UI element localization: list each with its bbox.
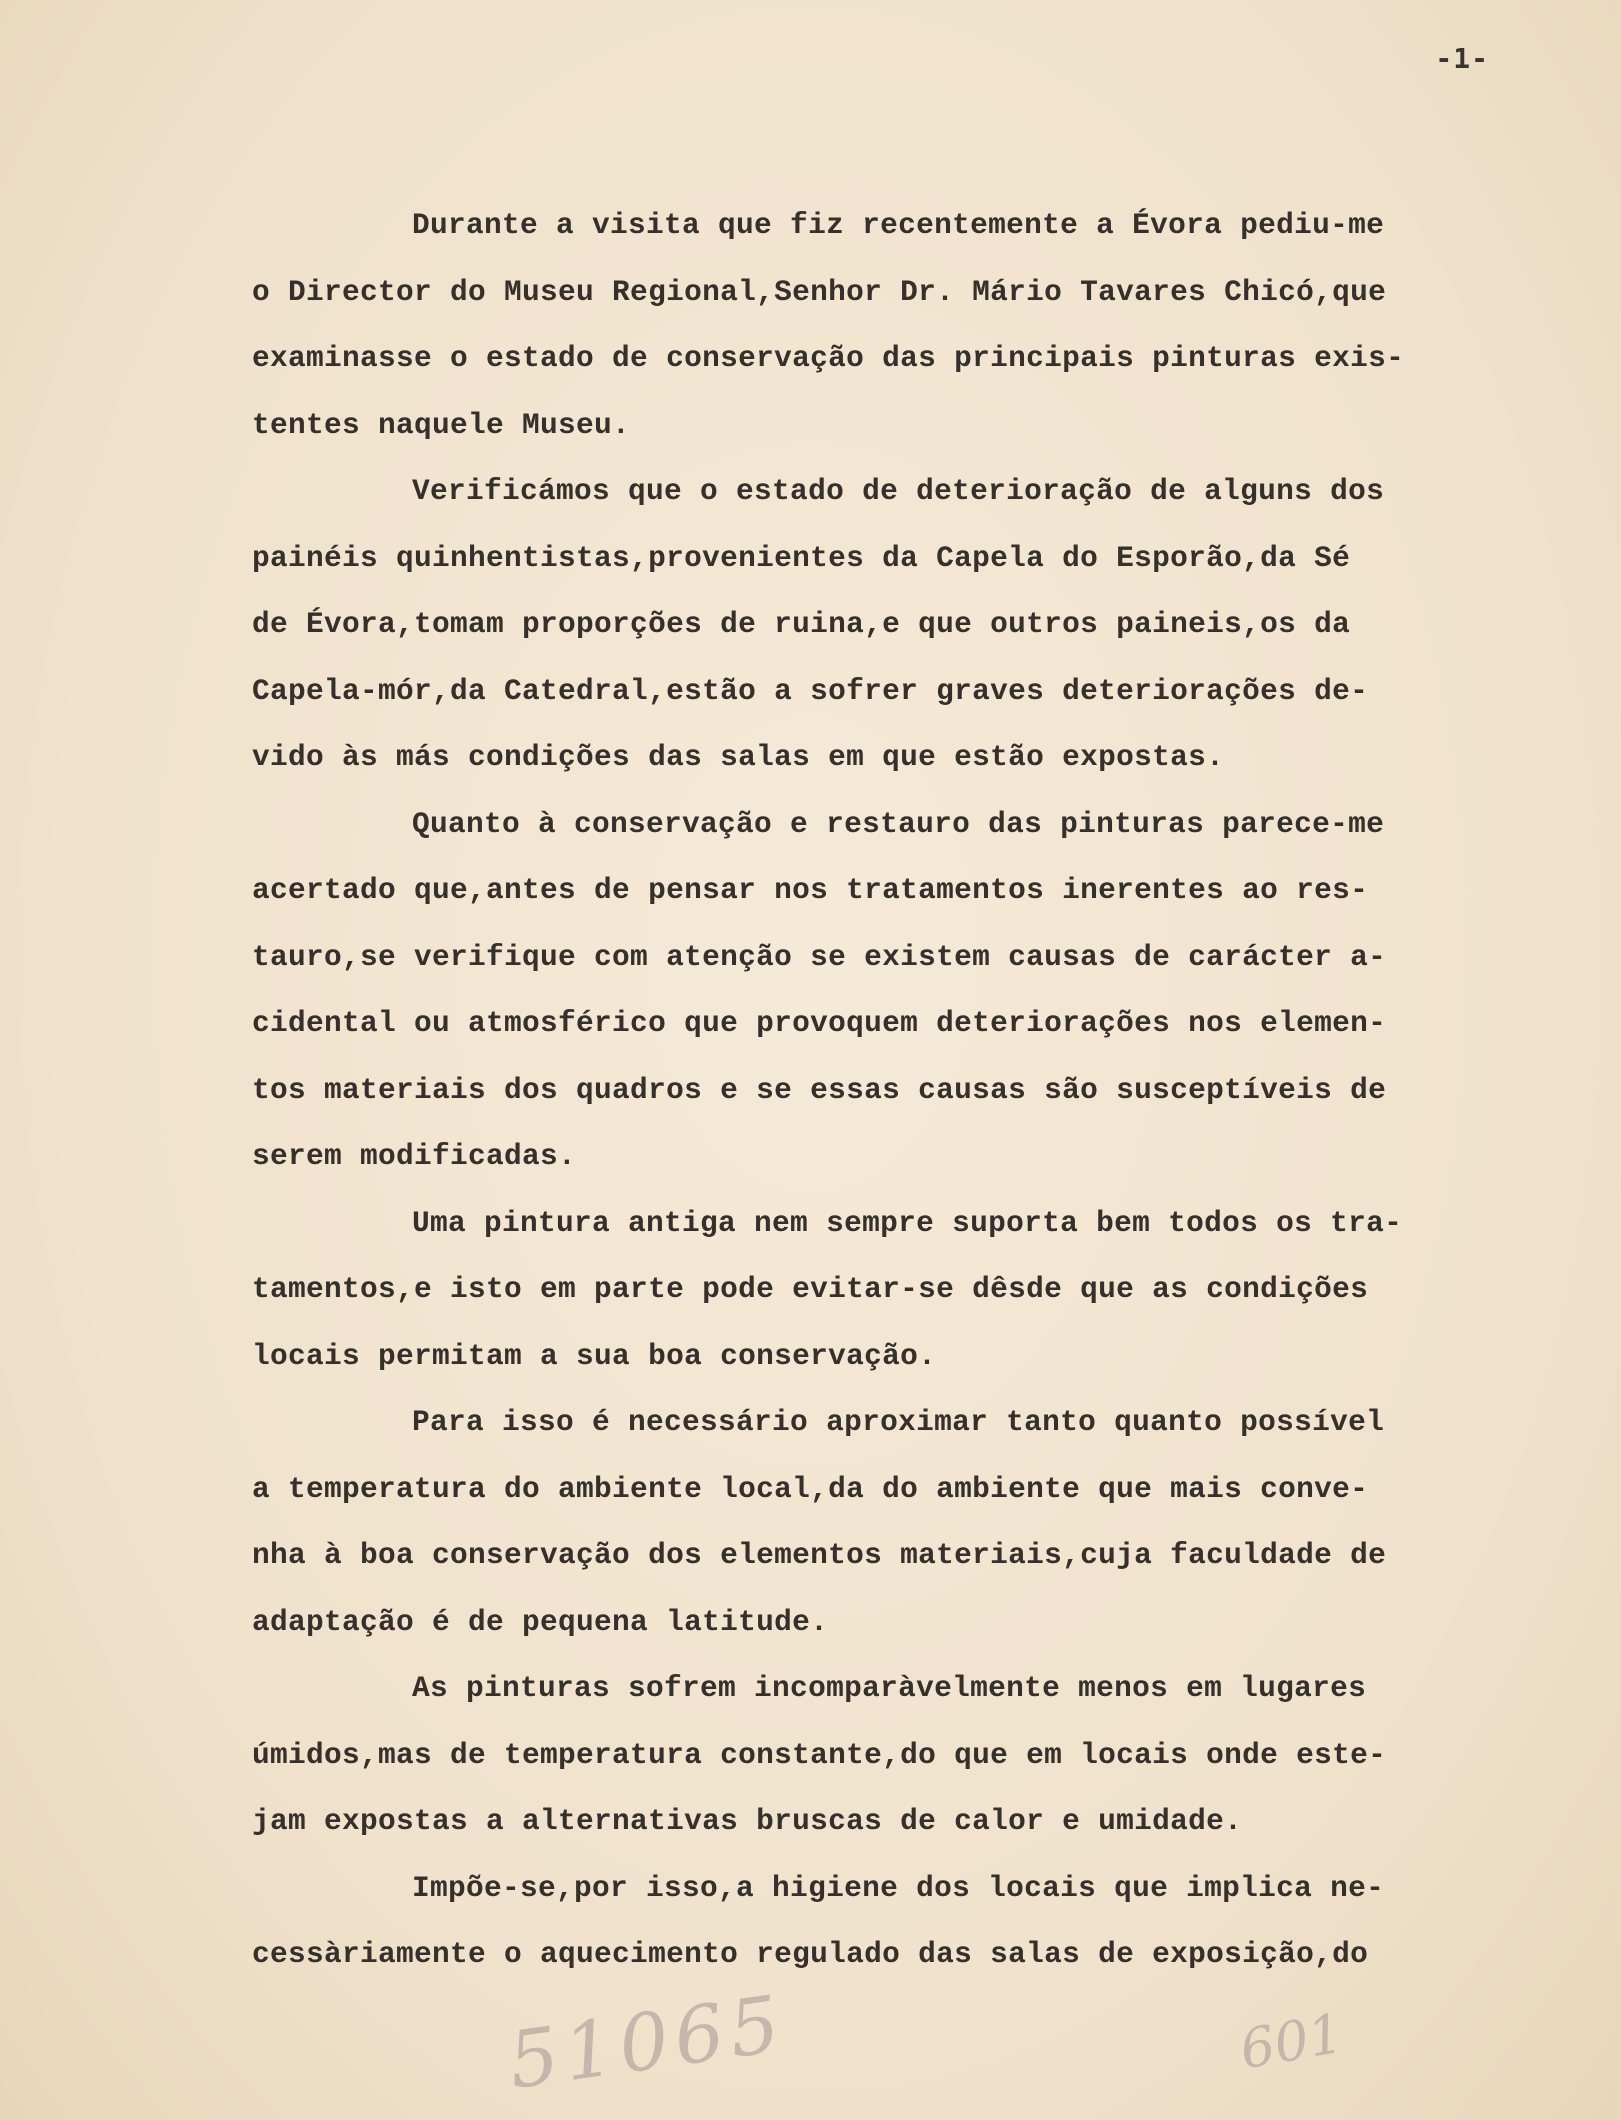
pencil-annotation-right: 601 <box>1235 2001 1348 2082</box>
paragraph-1 <box>252 192 1522 458</box>
paragraph-6 <box>252 1655 1522 1855</box>
text-line: As pinturas sofrem incomparàvelmente menos em lugares <box>412 1671 1367 1705</box>
text-line: jam expostas a alternativas bruscas de calor e umidade. <box>252 1804 1243 1838</box>
text-line: cidental ou atmosférico que provoquem deteriorações nos elemen- <box>252 1006 1387 1040</box>
text-line: adaptação é de pequena latitude. <box>252 1604 829 1639</box>
text-line: tos materiais dos quadros e se essas causas são susceptíveis de <box>252 1072 1387 1107</box>
text-line: serem modificadas. <box>252 1139 577 1173</box>
text-line: locais permitam a sua boa conservação. <box>252 1338 937 1373</box>
text-line: nha à boa conservação dos elementos materiais,cuja faculdade de <box>252 1538 1387 1572</box>
text-line: painéis quinhentistas,provenientes da Capela do Esporão,da Sé <box>252 540 1351 575</box>
text-line: a temperatura do ambiente local,da do ambiente que mais conve- <box>252 1471 1369 1506</box>
text-line: Para isso é necessário aproximar tanto quanto possível <box>412 1405 1385 1439</box>
pencil-annotation-left: 51065 <box>503 1979 792 2107</box>
paragraph-4 <box>252 1190 1522 1390</box>
text-line: Capela-mór,da Catedral,estão a sofrer graves deteriorações de- <box>252 673 1369 708</box>
text-line: examinasse o estado de conservação das principais pinturas exis- <box>252 341 1405 375</box>
text-line: Impõe-se,por isso,a higiene dos locais que implica ne- <box>412 1870 1385 1905</box>
text-line: úmidos,mas de temperatura constante,do que em locais onde este- <box>252 1737 1387 1772</box>
text-line: o Director do Museu Regional,Senhor Dr. Mário Tavares Chicó,que <box>252 274 1387 309</box>
page-number: -1- <box>1435 42 1489 75</box>
text-line: tamentos,e isto em parte pode evitar-se dêsde que as condições <box>252 1272 1369 1306</box>
text-line: de Évora,tomam proporções de ruina,e que outros paineis,os da <box>252 607 1351 641</box>
text-line: tentes naquele Museu. <box>252 407 631 442</box>
document-body <box>252 192 1522 1988</box>
text-line: acertado que,antes de pensar nos tratamentos inerentes ao res- <box>252 873 1369 907</box>
paragraph-5 <box>252 1389 1522 1655</box>
text-line: vido às más condições das salas em que estão expostas. <box>252 740 1225 774</box>
text-line: tauro,se verifique com atenção se existem causas de carácter a- <box>252 939 1387 974</box>
paragraph-3 <box>252 791 1522 1190</box>
text-line: Verificámos que o estado de deterioração de alguns dos <box>412 474 1385 508</box>
paragraph-7 <box>252 1855 1522 1988</box>
paragraph-2 <box>252 458 1522 791</box>
text-line: cessàriamente o aquecimento regulado das salas de exposição,do <box>252 1937 1369 1971</box>
text-line: Durante a visita que fiz recentemente a Évora pediu-me <box>412 208 1385 242</box>
text-line: Quanto à conservação e restauro das pinturas parece-me <box>412 806 1385 841</box>
text-line: Uma pintura antiga nem sempre suporta bem todos os tra- <box>412 1205 1403 1240</box>
